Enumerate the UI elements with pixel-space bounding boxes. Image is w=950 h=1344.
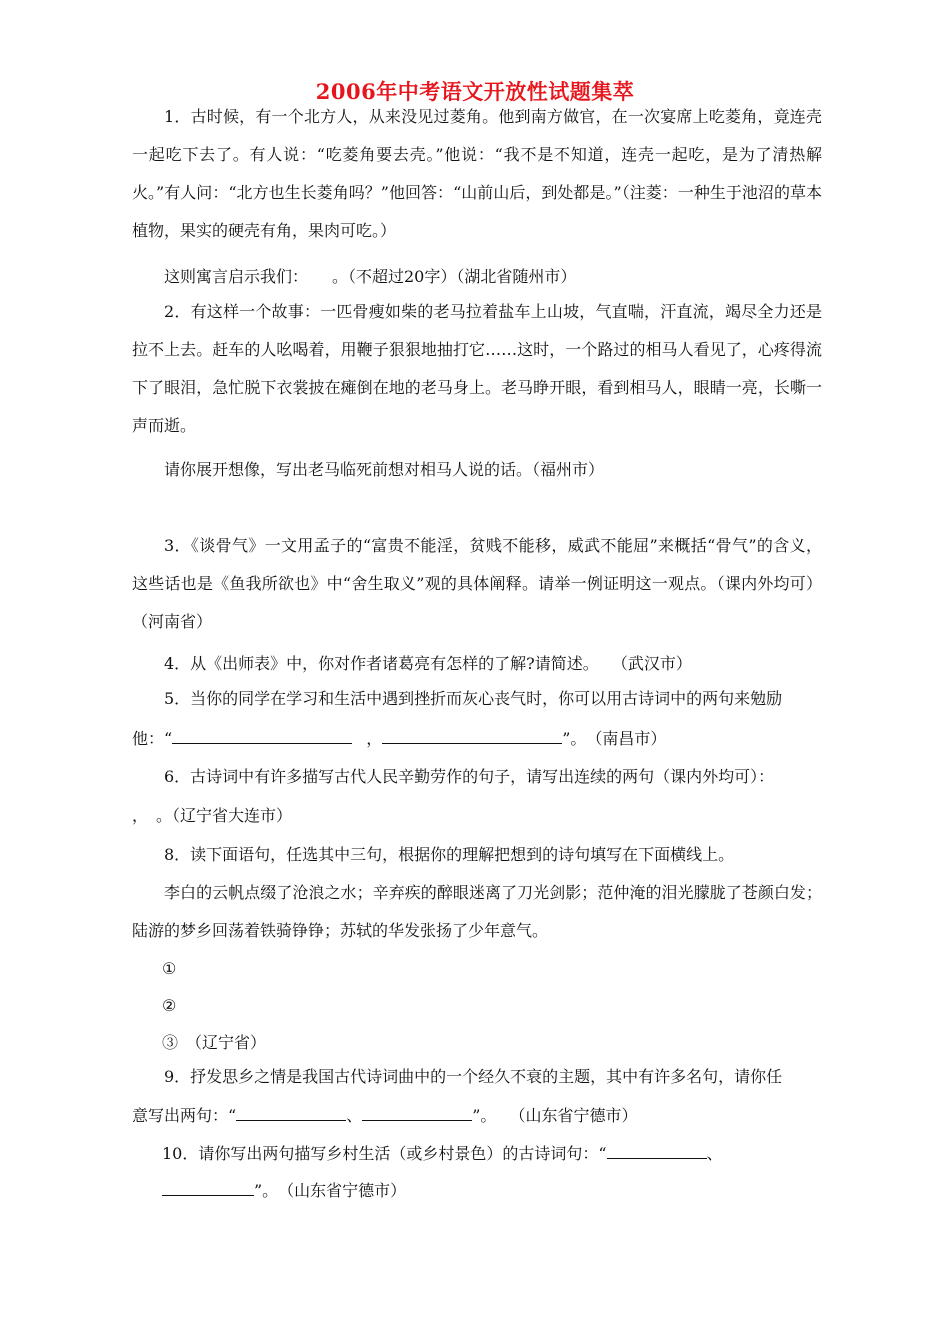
answer-blank-1[interactable]	[172, 727, 352, 744]
question-10-text	[162, 1135, 723, 1173]
question-9-suffix: ”。 （山东省宁德市）	[472, 1106, 638, 1125]
question-10-prompt: 10．请你写出两句描写乡村生活（或乡村景色）的古诗词句：“	[162, 1144, 607, 1163]
page-title: 2006年中考语文开放性试题集萃	[315, 79, 635, 104]
question-5-prefix: 他：“	[132, 729, 173, 748]
question-4-text: 4．从《出师表》中，你对作者诸葛亮有怎样的了解?请简述。 （武汉市）	[164, 654, 692, 673]
question-5-answer-line	[132, 720, 666, 758]
answer-blank-2[interactable]	[382, 727, 562, 744]
question-9-text: 9．抒发思乡之情是我国古代诗词曲中的一个经久不衰的主题，其中有许多名句，请你任	[164, 1067, 783, 1086]
question-10-separator: 、	[706, 1144, 723, 1163]
question-5-suffix: ”。 （南昌市）	[562, 729, 667, 748]
question-8-item-3: ③ （辽宁省）	[162, 1033, 267, 1052]
question-5-comma: ，	[366, 729, 383, 748]
question-10-answer-line	[162, 1172, 406, 1210]
question-8-text: 8．读下面语句，任选其中三句，根据你的理解把想到的诗句填写在下面横线上。	[164, 845, 735, 864]
question-8-item-2: ②	[162, 996, 177, 1015]
question-2-text: 2．有这样一个故事：一匹骨瘦如柴的老马拉着盐车上山坡，气直喘，汗直流，竭尽全力还是拉不上去。赶车的人吆喝着，用鞭子狠狠地抽打它……这时，一个路过的相马人看见了，心疼得流下了眼泪，急忙脱下衣裳披在瘫倒在地的老马身上。老马睁开眼，看到相马人，眼睛一亮，长嘶一声而逝。	[132, 302, 822, 435]
question-10-suffix: ”。 （山东省宁德市）	[254, 1181, 407, 1200]
question-9-prefix: 意写出两句：“	[132, 1106, 237, 1125]
question-9-separator: 、	[346, 1106, 363, 1125]
answer-blank-6[interactable]	[162, 1179, 254, 1196]
question-3-text: 3．《谈骨气》一文用孟子的“富贵不能淫，贫贱不能移，威武不能屈”来概括“骨气”的含义，这些话也是《鱼我所欲也》中“舍生取义”观的具体阐释。请举一例证明这一观点。（课内外均可）（河南省）	[132, 536, 822, 631]
question-6-answer-line: ， 。（辽宁省大连市）	[132, 806, 293, 825]
question-1-prompt: 这则寓言启示我们： 。（不超过20字）（湖北省随州市）	[164, 267, 577, 286]
answer-blank-4[interactable]	[362, 1104, 472, 1121]
answer-blank-3[interactable]	[236, 1104, 346, 1121]
question-8-passage: 李白的云帆点缀了沧浪之水；辛弃疾的醉眼迷离了刀光剑影；范仲淹的泪光朦胧了苍颜白发；陆游的梦乡回荡着铁骑铮铮；苏轼的华发张扬了少年意气。	[132, 883, 822, 940]
answer-blank-5[interactable]	[607, 1142, 707, 1159]
question-6-text: 6．古诗词中有许多描写古代人民辛勤劳作的句子，请写出连续的两句（课内外均可）：	[164, 767, 775, 786]
question-2-prompt: 请你展开想像，写出老马临死前想对相马人说的话。（福州市）	[164, 460, 605, 479]
question-1-text: 1．古时候，有一个北方人，从来没见过菱角。他到南方做官，在一次宴席上吃菱角，竟连壳一起吃下去了。有人说：“吃菱角要去壳。”他说：“我不是不知道，连壳一起吃，是为了清热解火。”有人问：“北方也生长菱角吗？”他回答：“山前山后，到处都是。”（注菱：一种生于池沼的草本植物，果实的硬壳有角，果肉可吃。）	[132, 107, 822, 240]
question-5-text: 5．当你的同学在学习和生活中遇到挫折而灰心丧气时，你可以用古诗词中的两句来勉励	[164, 689, 783, 708]
question-9-answer-line	[132, 1097, 637, 1135]
question-8-item-1: ①	[162, 959, 177, 978]
